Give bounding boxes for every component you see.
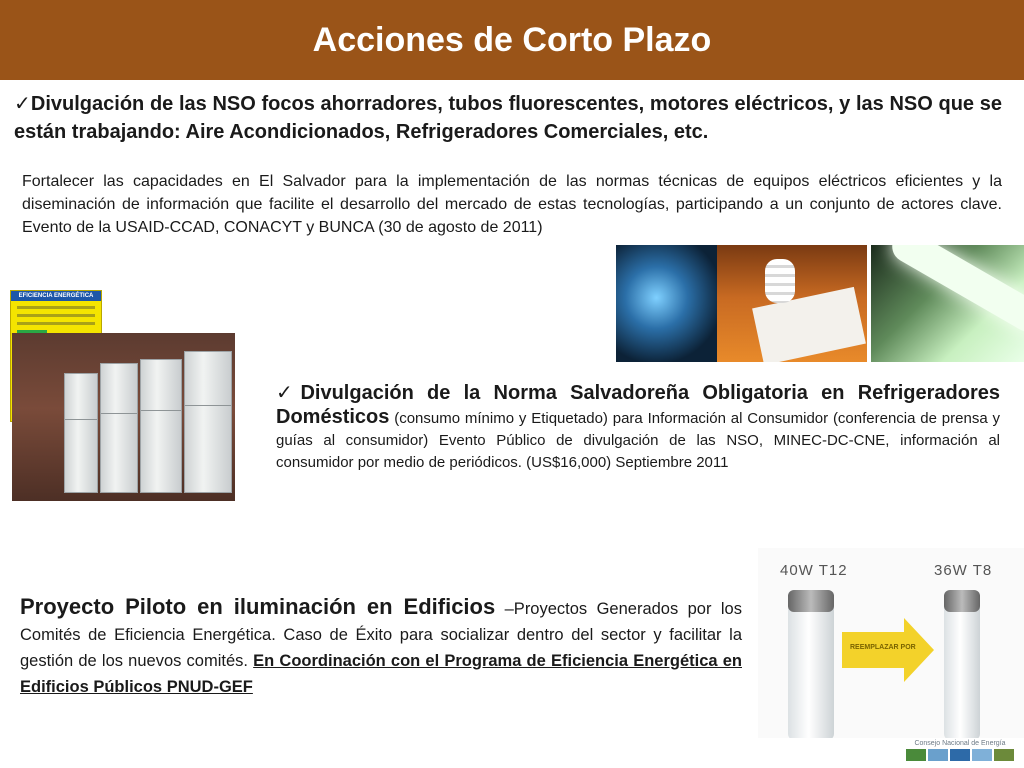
pilot-project-coordination: En Coordinación con el Programa de Eficiencia Energética en Edificios Públicos PNUD-GEF <box>20 652 742 696</box>
arrow-text: REEMPLAZAR POR <box>850 644 916 651</box>
pilot-project-heading: Proyecto Piloto en iluminación en Edificios <box>20 594 496 619</box>
refrigerator-norm-heading: Divulgación de la Norma Salvadoreña Obligatoria en Refrigeradores Domésticos <box>276 382 1000 428</box>
checkmark-icon: ✓ <box>276 382 301 404</box>
refrigerator-norm-body: (consumo mínimo y Etiquetado) para Información al Consumidor (conferencia de prensa y guías al consumidor) Evento Público de divulgación de las NSO, MINEC-DC-CNE, información al consumidor por medio de periódicos. (US$16,000) Septiembre 2011 <box>276 410 1000 471</box>
capacity-paragraph: Fortalecer las capacidades en El Salvador para la implementación de las normas técnicas de equipos eléctricos eficientes y la diseminación de información que facilite el desarrollo del mercado de estas tecnologías, participando a un conjunto de actores clave. Evento de la USAID-CCAD, CONACYT y BUNCA (30 de agosto de 2011) <box>22 173 1002 236</box>
slide-title: Acciones de Corto Plazo <box>312 20 712 59</box>
t12-label: 40W T12 <box>780 562 848 579</box>
energy-label-header: EFICIENCIA ENERGÉTICA <box>11 291 101 301</box>
nso-heading-text: Divulgación de las NSO focos ahorradores, tubos fluorescentes, motores eléctricos, y las NSO que se están trabajando: Aire Acondicionados, Refrigeradores Comerciales, etc. <box>14 93 1002 143</box>
energy-saving-bulb-photo <box>717 245 867 362</box>
checkmark-icon: ✓ <box>14 93 31 115</box>
refrigerators-photo <box>12 333 235 501</box>
t8-label: 36W T8 <box>934 562 993 579</box>
fluorescent-tube-photo <box>871 245 1024 362</box>
logo-text: Consejo Nacional de Energía <box>914 740 1006 747</box>
tube-replacement-image <box>758 548 1024 738</box>
cne-logo <box>898 740 1022 766</box>
electric-motor-photo <box>616 245 717 362</box>
refrigerator-norm-section <box>276 382 1000 474</box>
pilot-project-body: –Proyectos Generados por los Comités de Eficiencia Energética. Caso de Éxito para socializar dentro del sector y facilitar la gestión de los nuevos comités. <box>20 600 742 670</box>
title-bar <box>0 0 1024 80</box>
pilot-project-section <box>20 594 742 700</box>
nso-dissemination-heading <box>14 90 1002 146</box>
